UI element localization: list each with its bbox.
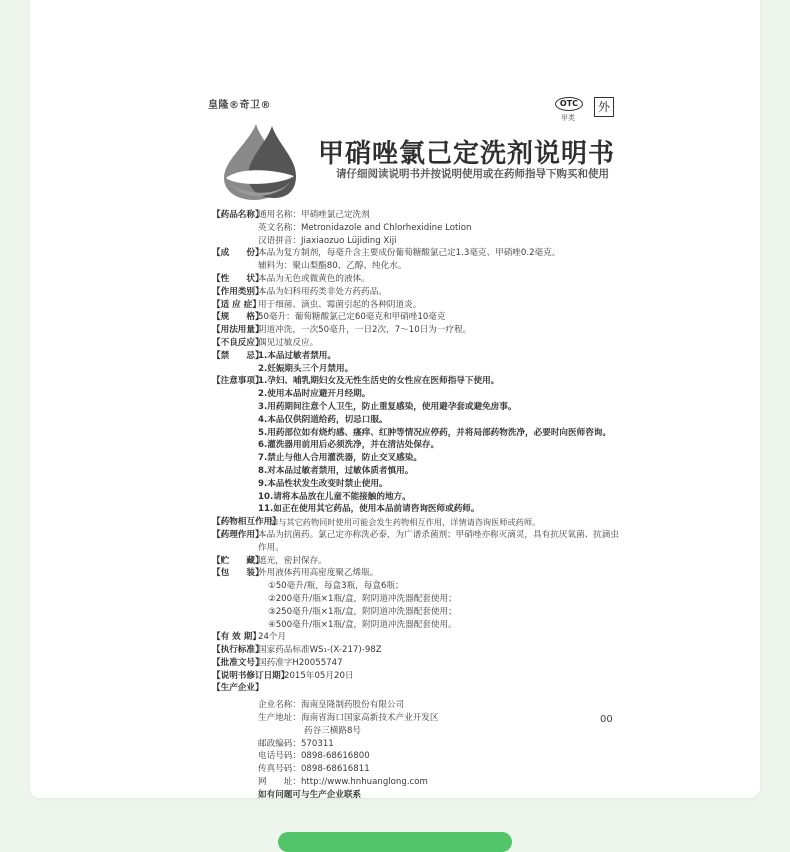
manufacturer-website: 网 址：http://www.hnhuanglong.com xyxy=(258,777,428,788)
category-row xyxy=(212,286,622,299)
caution-item: 6.灌洗器用前用后必须洗净，并在清洁处保存。 xyxy=(258,440,440,451)
storage-row xyxy=(212,555,622,568)
manufacturer-address-2: 药谷三横路8号 xyxy=(304,725,362,736)
caution-item: 3.用药期间注意个人卫生，防止重复感染，使用避孕套或避免房事。 xyxy=(258,401,517,412)
name-pinyin: 汉语拼音：Jiaxiaozuo Lüjiding Xiji xyxy=(258,235,397,246)
name-label: 【药品名称】 xyxy=(212,210,264,220)
contra-row xyxy=(212,350,622,363)
package-item: ①50毫升/瓶，每盒3瓶，每盒6瓶； xyxy=(268,581,404,592)
adverse-label: 【不良反应】 xyxy=(212,337,264,348)
interaction-text: 如与其它药物同时使用可能会发生药物相互作用，详情请咨询医师或药师。 xyxy=(270,517,541,528)
contra-item: 2.妊娠期头三个月禁用。 xyxy=(258,363,354,374)
caution-item: 8.对本品过敏者禁用，过敏体质者慎用。 xyxy=(258,465,414,476)
indication-row xyxy=(212,299,622,312)
caution-item: 10.请将本品放在儿童不能接触的地方。 xyxy=(258,491,411,502)
usage-text: 阴道冲洗，一次50毫升，一日2次，7～10日为一疗程。 xyxy=(258,325,472,336)
manufacturer-phone: 电话号码：0898-68616800 xyxy=(258,751,370,762)
indication-label: 【适 应 症】 xyxy=(212,299,261,310)
spec-row xyxy=(212,311,622,324)
storage-label: 【贮 藏】 xyxy=(212,555,264,566)
usage-label: 【用法用量】 xyxy=(212,325,264,336)
standard-label: 【执行标准】 xyxy=(212,645,264,656)
caution-row xyxy=(212,375,622,388)
name-generic: 通用名称：甲硝唑氯己定洗剂 xyxy=(258,210,370,220)
package-item: ②200毫升/瓶×1瓶/盒，附阴道冲洗器配套使用； xyxy=(268,593,457,604)
category-text: 本品为妇科用药类非处方药药品。 xyxy=(258,286,387,297)
property-text: 本品为无色或微黄色的液体。 xyxy=(258,273,370,284)
spec-label: 【规 格】 xyxy=(212,312,264,323)
revision-text: 2015年05月20日 xyxy=(284,670,354,681)
adverse-row xyxy=(212,337,622,350)
interaction-row xyxy=(212,516,622,529)
usage-row xyxy=(212,324,622,337)
name-row xyxy=(212,209,622,222)
package-label: 【包 装】 xyxy=(212,568,264,579)
caution-item: 5.用药部位如有烧灼感、瘙痒、红肿等情况应停药，并将局部药物洗净，必要时向医师咨询。 xyxy=(258,427,611,438)
caution-item: 11.如正在使用其它药品，使用本品前请咨询医师或药师。 xyxy=(258,504,480,515)
composition-label: 【成 份】 xyxy=(212,248,264,259)
standard-text: 国家药品标准WS₁-(X-217)-98Z xyxy=(258,645,382,656)
excipients-text: 辅料为：聚山梨酯80、乙醇、纯化水。 xyxy=(258,261,407,272)
manufacturer-fax: 传真号码：0898-68616811 xyxy=(258,764,370,775)
leaflet-body xyxy=(212,209,622,802)
pharm-row xyxy=(212,529,622,555)
document-title: 甲硝唑氯己定洗剂说明书 xyxy=(318,139,616,169)
spec-text: 50毫升：葡萄糖酸氯己定60毫克和甲硝唑10毫克 xyxy=(258,312,446,323)
caution-item: 9.本品性状发生改变时禁止使用。 xyxy=(258,478,388,489)
composition-text: 本品为复方制剂，每毫升含主要成份葡萄糖酸氯己定1.3毫克、甲硝唑0.2毫克。 xyxy=(258,248,561,259)
validity-row xyxy=(212,631,622,644)
document-subtitle: 请仔细阅读说明书并按说明使用或在药师指导下购买和使用 xyxy=(336,168,609,180)
pharm-label: 【药理作用】 xyxy=(212,529,264,540)
package-item: ③250毫升/瓶×1瓶/盒，附阴道冲洗器配套使用； xyxy=(268,606,457,617)
property-label: 【性 状】 xyxy=(212,273,264,284)
interaction-label: 【药物相互作用】 xyxy=(212,517,281,528)
manufacturer-name: 企业名称：海南皇隆制药股份有限公司 xyxy=(258,700,405,711)
otc-class: 甲类 xyxy=(561,114,575,122)
brand-name: 皇隆®奇卫® xyxy=(208,100,271,111)
adverse-text: 偶见过敏反应。 xyxy=(258,337,319,348)
standard-row xyxy=(212,644,622,657)
manufacturer-postcode: 邮政编码：570311 xyxy=(258,738,334,749)
package-item: ④500毫升/瓶×1瓶/盒，附阴道冲洗器配套使用。 xyxy=(268,619,457,630)
caution-item: 4.本品仅供阴道给药，切忌口服。 xyxy=(258,414,388,425)
validity-text: 24个月 xyxy=(258,632,287,643)
name-english: 英文名称：Metronidazole and Chlorhexidine Lotion xyxy=(258,222,472,233)
package-row xyxy=(212,567,622,580)
composition-row xyxy=(212,247,622,260)
otc-badge: OTC xyxy=(555,97,583,111)
revision-label: 【说明书修订日期】 xyxy=(212,670,290,681)
manufacturer-label: 【生产企业】 xyxy=(212,683,264,694)
category-label: 【作用类别】 xyxy=(212,286,264,297)
page-number: 00 xyxy=(600,714,613,725)
caution-item: 2.使用本品时应避开月经期。 xyxy=(258,389,371,400)
approval-text: 国药准字H20055747 xyxy=(258,657,343,668)
revision-row xyxy=(212,670,622,683)
caution-label: 【注意事项】 xyxy=(212,376,264,387)
approval-row xyxy=(212,657,622,670)
manufacturer-address: 生产地址：海南省海口国家高新技术产业开发区 xyxy=(258,713,439,724)
storage-text: 遮光，密封保存。 xyxy=(258,555,327,566)
droplet-logo-icon xyxy=(218,122,302,202)
manufacturer-contact: 如有问题可与生产企业联系 xyxy=(258,789,362,800)
external-use-badge: 外 xyxy=(594,97,614,117)
approval-label: 【批准文号】 xyxy=(212,657,264,668)
manufacturer-row xyxy=(212,682,622,695)
package-intro: 外用液体药用高密度聚乙烯瓶。 xyxy=(258,568,379,579)
property-row xyxy=(212,273,622,286)
pharm-text: 本品为抗菌药。氯己定亦称洗必泰，为广谱杀菌剂；甲硝唑亦称灭滴灵，具有抗厌氧菌、抗滴虫作用。 xyxy=(258,529,619,553)
contra-item: 1.本品过敏者禁用。 xyxy=(258,350,336,361)
contra-label: 【禁 忌】 xyxy=(212,350,264,361)
caution-item: 1.孕妇、哺乳期妇女及无性生活史的女性应在医师指导下使用。 xyxy=(258,376,500,387)
validity-label: 【有 效 期】 xyxy=(212,632,261,643)
caution-item: 7.禁止与他人合用灌洗器，防止交叉感染。 xyxy=(258,453,422,464)
indication-text: 用于细菌、滴虫、霉菌引起的各种阴道炎。 xyxy=(258,299,422,310)
